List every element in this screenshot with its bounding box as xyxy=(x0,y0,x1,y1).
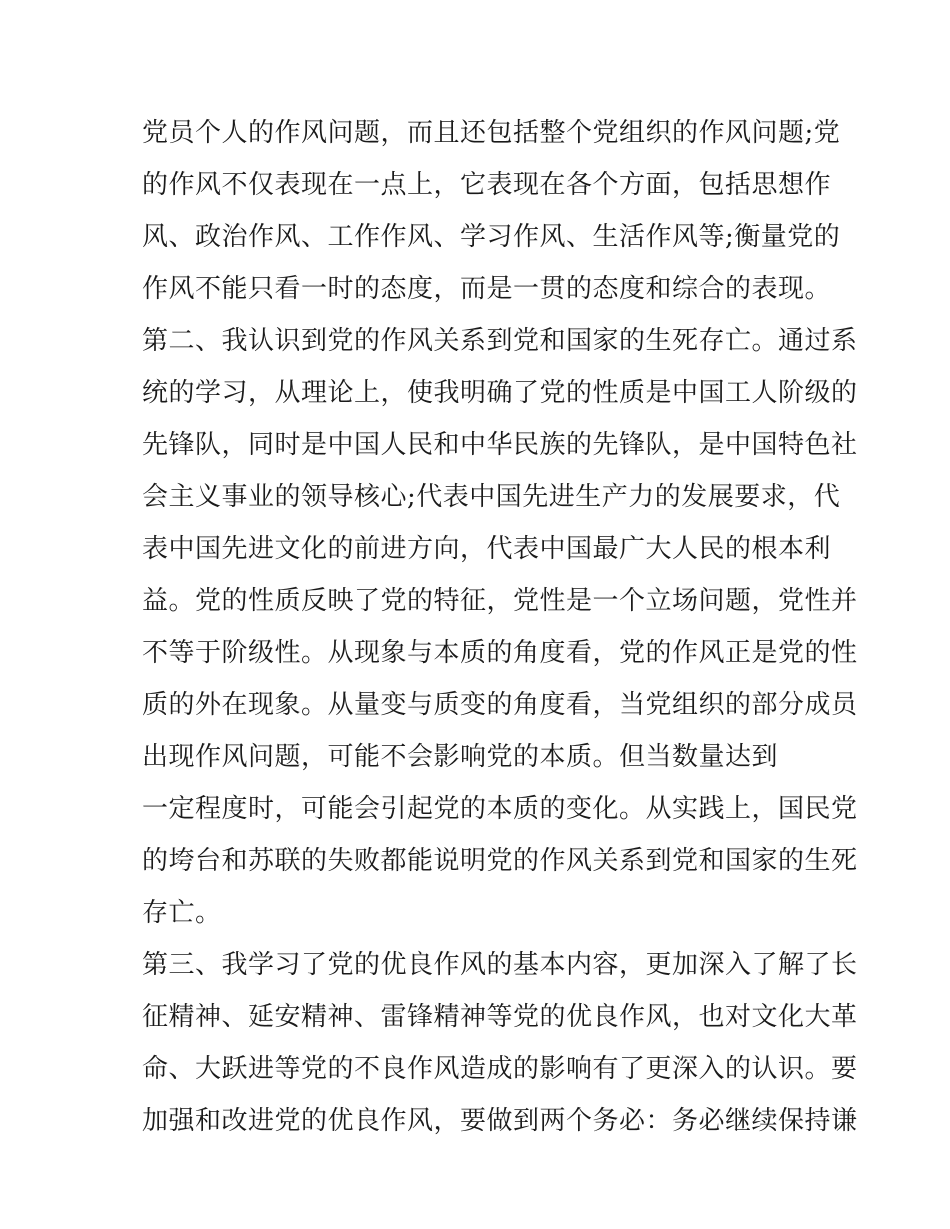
text-line-9: 表中国先进文化的前进方向，代表中国最广大人民的根本利 xyxy=(142,534,832,564)
text-line-6: 统的学习，从理论上，使我明确了党的性质是中国工人阶级的 xyxy=(142,378,858,408)
text-line-15: 的垮台和苏联的失败都能说明党的作风关系到党和国家的生死 xyxy=(142,846,858,876)
text-line-4: 作风不能只看一时的态度，而是一贯的态度和综合的表现。 xyxy=(142,274,832,304)
text-line-12: 质的外在现象。从量变与质变的角度看，当党组织的部分成员 xyxy=(142,690,858,720)
text-line-7: 先锋队，同时是中国人民和中华民族的先锋队，是中国特色社 xyxy=(142,430,858,460)
text-line-5: 第二、我认识到党的作风关系到党和国家的生死存亡。通过系 xyxy=(142,326,858,356)
text-line-14: 一定程度时，可能会引起党的本质的变化。从实践上，国民党 xyxy=(142,794,858,824)
text-line-3: 风、政治作风、工作作风、学习作风、生活作风等;衡量党的 xyxy=(142,222,841,252)
text-line-20: 加强和改进党的优良作风，要做到两个务必：务必继续保持谦 xyxy=(142,1106,858,1136)
text-line-13: 出现作风问题，可能不会影响党的本质。但当数量达到 xyxy=(142,742,779,772)
text-line-8: 会主义事业的领导核心;代表中国先进生产力的发展要求，代 xyxy=(142,482,841,512)
body-text xyxy=(142,107,858,1147)
text-line-18: 征精神、延安精神、雷锋精神等党的优良作风，也对文化大革 xyxy=(142,1002,858,1032)
text-line-19: 命、大跃进等党的不良作风造成的影响有了更深入的认识。要 xyxy=(142,1054,858,1084)
text-line-2: 的作风不仅表现在一点上，它表现在各个方面，包括思想作 xyxy=(142,170,832,200)
text-line-16: 存亡。 xyxy=(142,898,222,928)
text-line-17: 第三、我学习了党的优良作风的基本内容，更加深入了解了长 xyxy=(142,950,858,980)
text-line-10: 益。党的性质反映了党的特征，党性是一个立场问题，党性并 xyxy=(142,586,858,616)
text-line-1: 党员个人的作风问题，而且还包括整个党组织的作风问题;党 xyxy=(142,118,841,148)
text-line-11: 不等于阶级性。从现象与本质的角度看，党的作风正是党的性 xyxy=(142,638,858,668)
